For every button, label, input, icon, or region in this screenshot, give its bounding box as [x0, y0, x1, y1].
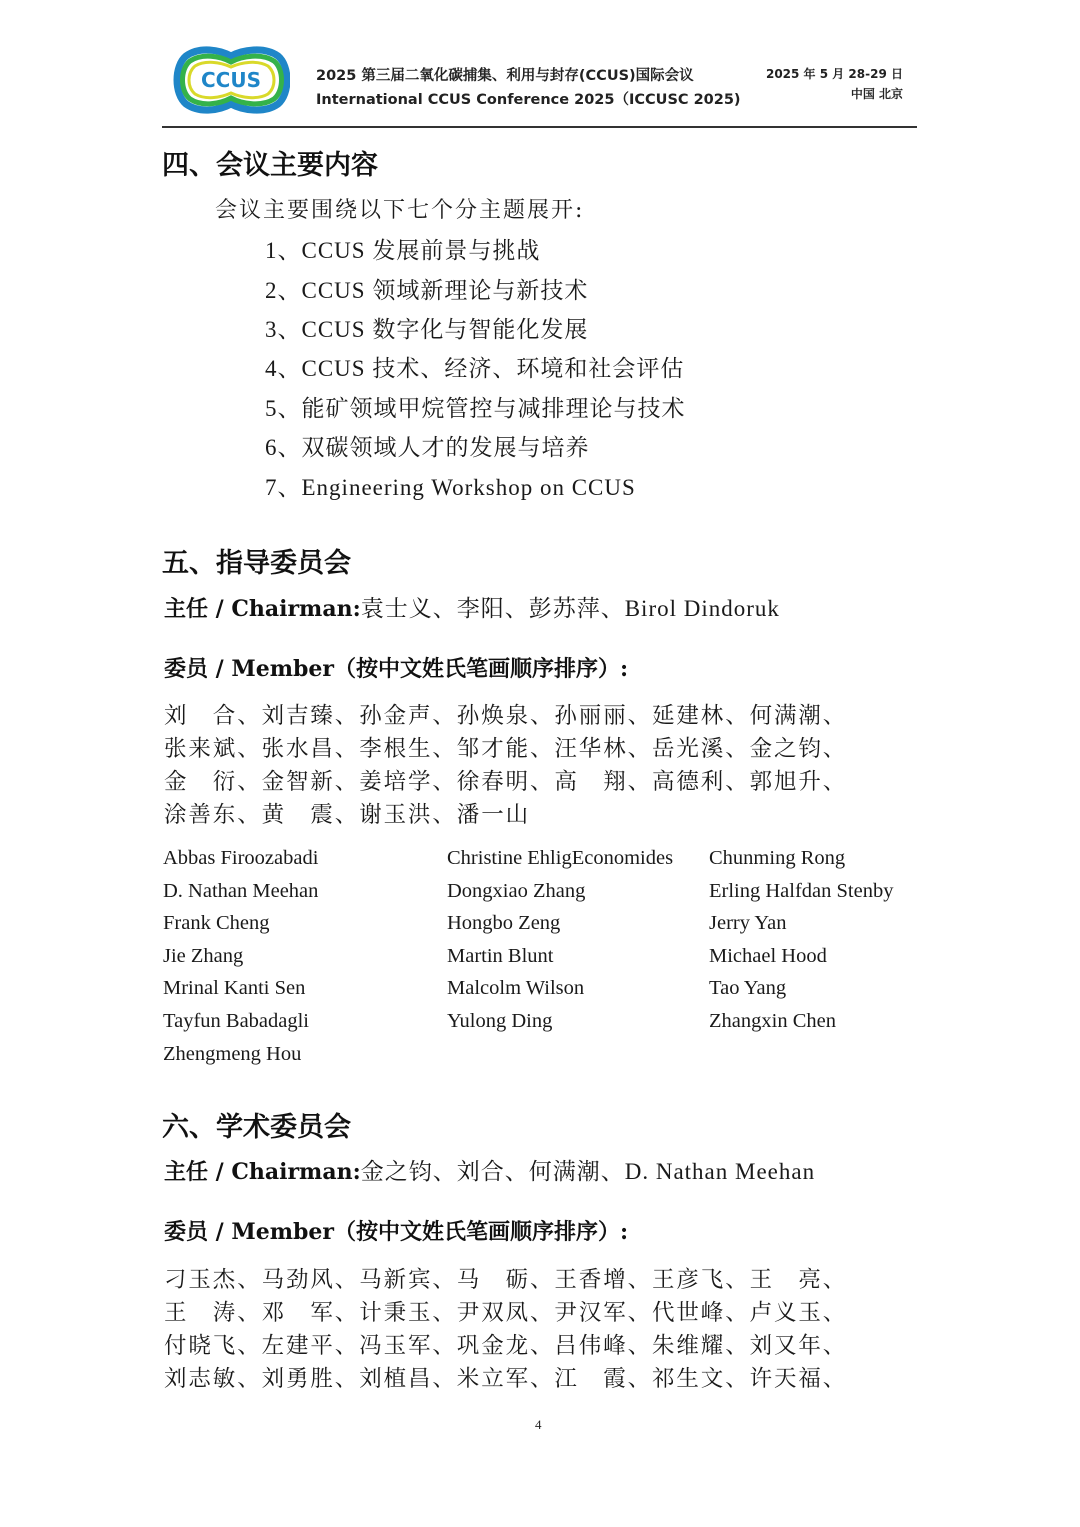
member-name: Abbas Firoozabadi	[163, 847, 319, 869]
name-row: 王 涛、邓 军、计秉玉、尹双凤、尹汉军、代世峰、卢义玉、	[164, 1300, 848, 1326]
chair-names: 金之钧、刘合、何满潮、D. Nathan Meehan	[360, 1159, 816, 1184]
name-row: 刘 合、刘吉臻、孙金声、孙焕泉、孙丽丽、延建林、何满潮、	[164, 703, 848, 729]
name-row: 张来斌、张水昌、李根生、邹才能、汪华林、岳光溪、金之钧、	[164, 736, 848, 762]
list-item: 3、CCUS 数字化与智能化发展	[265, 317, 589, 342]
header-divider	[162, 126, 917, 128]
name-row: 刁玉杰、马劲风、马新宾、马 砺、王香增、王彦飞、王 亮、	[164, 1267, 848, 1293]
member-name: Frank Cheng	[163, 912, 270, 934]
list-item: 4、CCUS 技术、经济、环境和社会评估	[265, 356, 685, 381]
name-row: 刘志敏、刘勇胜、刘植昌、米立军、江 霞、祁生文、许天福、	[164, 1366, 848, 1392]
page-number: 4	[535, 1417, 542, 1432]
list-item: 5、能矿领域甲烷管控与减排理论与技术	[265, 396, 686, 421]
member-name: Hongbo Zeng	[447, 912, 561, 934]
section6-chair-line	[164, 1153, 815, 1186]
member-name: Mrinal Kanti Sen	[163, 977, 306, 999]
section5-member-label: 委员 / Member（按中文姓氏笔画顺序排序）:	[164, 656, 629, 682]
section4-heading: 四、会议主要内容	[162, 150, 378, 181]
header-location: 中国 北京	[850, 87, 903, 101]
header-title-en: International CCUS Conference 2025（ICCUSC 2025)	[316, 92, 741, 108]
header-title-cn: 2025 第三届二氧化碳捕集、利用与封存(CCUS)国际会议	[316, 68, 694, 84]
ccus-logo	[172, 42, 290, 118]
chair-label: 主任 / Chairman:	[164, 596, 361, 622]
name-row: 涂善东、黄 震、谢玉洪、潘一山	[164, 802, 531, 828]
header-date: 2025 年 5 月 28-29 日	[765, 67, 903, 81]
member-name: Dongxiao Zhang	[447, 880, 586, 902]
section6-heading: 六、学术委员会	[162, 1112, 351, 1143]
chair-names: 袁士义、李阳、彭苏萍、Birol Dindoruk	[360, 596, 780, 621]
section5-heading: 五、指导委员会	[162, 548, 351, 579]
name-row: 金 衍、金智新、姜培学、徐春明、高 翔、高德利、郭旭升、	[164, 769, 848, 795]
member-name: Jie Zhang	[163, 945, 244, 967]
member-name: Christine EhligEconomides	[447, 847, 674, 869]
member-name: Martin Blunt	[447, 945, 554, 967]
section6-member-label: 委员 / Member（按中文姓氏笔画顺序排序）:	[164, 1219, 629, 1245]
section5-chair-line	[164, 590, 780, 623]
name-row: 付晓飞、左建平、冯玉军、巩金龙、吕伟峰、朱维耀、刘又年、	[164, 1333, 848, 1359]
logo-text: CCUS	[201, 68, 261, 92]
member-name: D. Nathan Meehan	[163, 880, 319, 902]
member-name: Erling Halfdan Stenby	[709, 880, 894, 902]
list-item: 1、CCUS 发展前景与挑战	[265, 238, 541, 263]
member-name: Tayfun Babadagli	[163, 1010, 310, 1032]
list-item: 2、CCUS 领域新理论与新技术	[265, 278, 589, 303]
member-name: Jerry Yan	[709, 912, 787, 934]
member-name: Yulong Ding	[447, 1010, 553, 1032]
member-name: Zhangxin Chen	[709, 1010, 836, 1032]
member-name: Malcolm Wilson	[447, 977, 585, 999]
member-name: Tao Yang	[709, 977, 787, 999]
list-item: 6、双碳领域人才的发展与培养	[265, 435, 590, 460]
list-item: 7、Engineering Workshop on CCUS	[265, 475, 636, 500]
member-name: Michael Hood	[709, 945, 827, 967]
section4-intro: 会议主要围绕以下七个分主题展开:	[215, 198, 585, 223]
member-name: Chunming Rong	[709, 847, 846, 869]
member-name: Zhengmeng Hou	[163, 1043, 302, 1065]
chair-label: 主任 / Chairman:	[164, 1159, 361, 1185]
